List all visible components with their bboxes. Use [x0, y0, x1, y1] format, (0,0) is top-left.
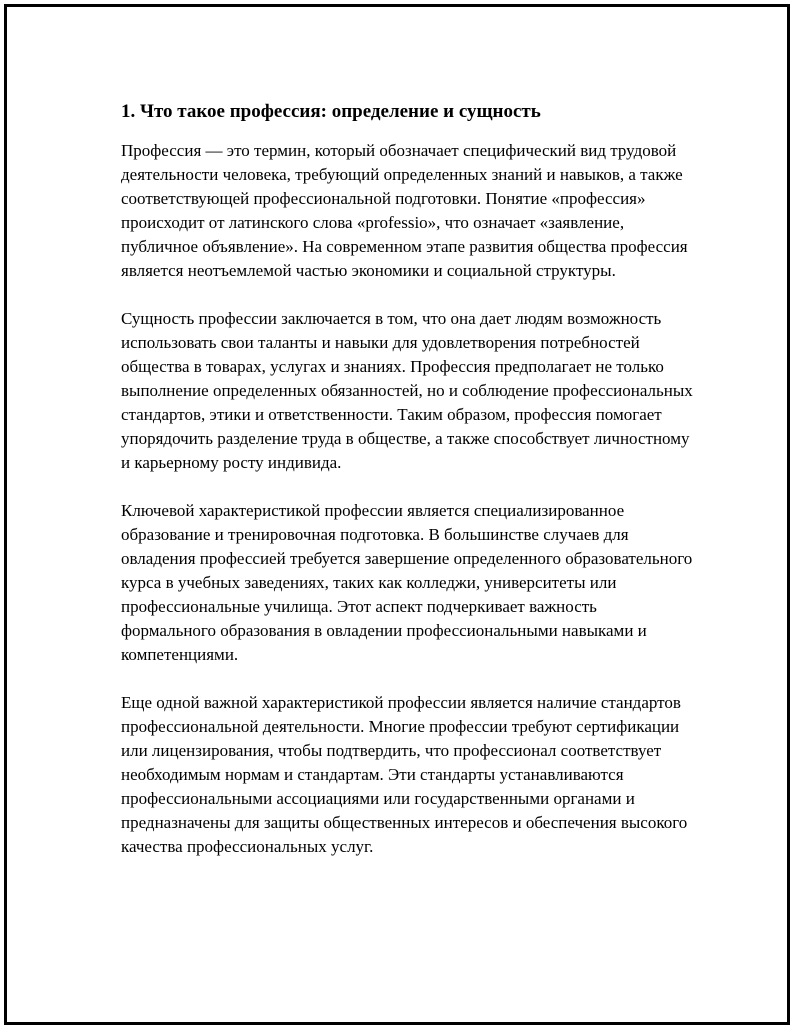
page-border [4, 4, 790, 1025]
paragraph-essence: Сущность профессии заключается в том, что она дает людям возможность использовать свои таланты и навыки для удовлетворения потребностей общества в товарах, услугах и знаниях. Профессия предполагает не только выполнение определенных обязанностей, но и соблюдение профессиональных стандартов, этики и ответственности. Таким образом, профессия помогает упорядочить разделение труда в обществе, а также способствует личностному и карьерному росту индивида. [121, 309, 693, 472]
section-heading: 1. Что такое профессия: определение и сущность [121, 101, 541, 122]
paragraph-definition: Профессия — это термин, который обозначает специфический вид трудовой деятельности человека, требующий определенных знаний и навыков, а также соответствующей профессиональной подготовки. Понятие «профессия» происходит от латинского слова «professio», что означает «заявление, публичное объявление». На современном этапе развития общества профессия является неотъемлемой частью экономики и социальной структуры. [121, 141, 688, 280]
paragraph-standards: Еще одной важной характеристикой профессии является наличие стандартов профессиональной деятельности. Многие профессии требуют сертификации или лицензирования, чтобы подтвердить, что профессионал соответствует необходимым нормам и стандартам. Эти стандарты устанавливаются профессиональными ассоциациями или государственными органами и предназначены для защиты общественных интересов и обеспечения высокого качества профессиональных услуг. [121, 693, 688, 856]
paragraph-education: Ключевой характеристикой профессии является специализированное образование и тренировочная подготовка. В большинстве случаев для овладения профессией требуется завершение определенного образовательного курса в учебных заведениях, таких как колледжи, университеты или профессиональные училища. Этот аспект подчеркивает важность формального образования в овладении профессиональными навыками и компетенциями. [121, 501, 693, 664]
document-body [121, 99, 693, 883]
